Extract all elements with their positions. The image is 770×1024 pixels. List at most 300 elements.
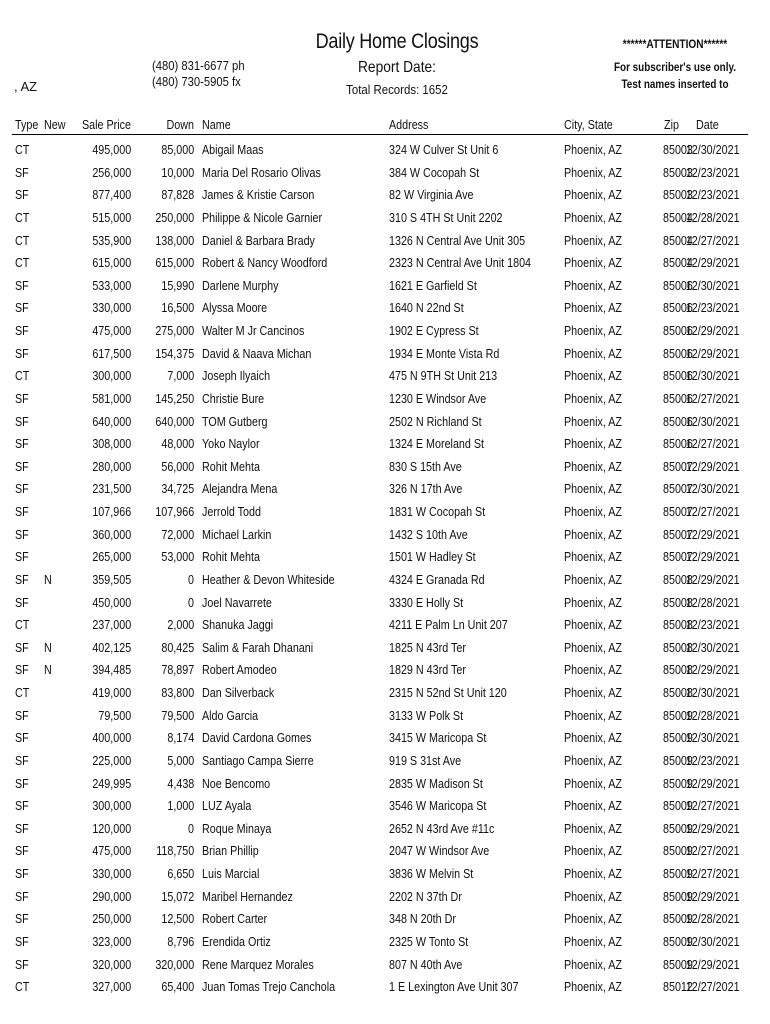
cell-date: 12/29/2021 [686,663,740,678]
cell-zip: 85003 [663,143,693,157]
column-header-address: Address [389,118,429,132]
cell-name: Darlene Murphy [202,278,279,293]
cell-sale-price: 120,000 [92,821,131,836]
cell-city-state: Phoenix, AZ [564,934,622,949]
cell-address: 1621 E Garfield St [389,278,477,293]
cell-date: 12/30/2021 [686,686,740,700]
cell-sale-price: 308,000 [92,437,131,452]
cell-name: Christie Bure [202,391,265,406]
cell-type: CT [15,686,30,700]
column-header-zip: Zip [664,118,679,132]
cell-zip: 85006 [663,437,693,452]
cell-name: James & Kristie Carson [202,188,315,203]
cell-city-state: Phoenix, AZ [564,663,622,678]
column-header-down: Down [166,118,194,132]
cell-city-state: Phoenix, AZ [564,640,622,655]
cell-address: 1934 E Monte Vista Rd [389,346,500,361]
subscriber-note: For subscriber's use only. [614,62,736,74]
cell-down: 48,000 [161,437,194,452]
table-row [0,728,770,751]
cell-type: SF [15,821,29,836]
cell-city-state: Phoenix, AZ [564,210,622,225]
cell-address: 3836 W Melvin St [389,867,474,881]
cell-city-state: Phoenix, AZ [564,256,622,271]
cell-date: 12/30/2021 [686,934,740,949]
table-row [0,841,770,864]
cell-type: SF [15,301,29,316]
cell-down: 138,000 [155,233,194,248]
table-row [0,185,770,208]
table-row [0,344,770,367]
table-row [0,955,770,978]
cell-zip: 85009 [663,753,693,768]
column-header-type: Type [15,118,39,132]
cell-address: 2315 N 52nd St Unit 120 [389,686,507,700]
cell-city-state: Phoenix, AZ [564,889,622,904]
cell-address: 324 W Culver St Unit 6 [389,143,499,157]
cell-name: LUZ Ayala [202,799,252,814]
cell-city-state: Phoenix, AZ [564,324,622,338]
cell-zip: 85009 [663,776,693,791]
cell-zip: 85009 [663,731,693,746]
cell-zip: 85003 [663,188,693,203]
cell-sale-price: 290,000 [92,889,131,904]
cell-city-state: Phoenix, AZ [564,550,622,565]
cell-down: 72,000 [161,527,194,542]
cell-sale-price: 280,000 [92,459,131,474]
cell-date: 12/30/2021 [686,278,740,293]
cell-type: CT [15,369,30,384]
cell-address: 2502 N Richland St [389,414,482,429]
cell-address: 475 N 9TH St Unit 213 [389,369,498,384]
cell-sale-price: 359,505 [92,572,131,587]
cell-name: Robert Amodeo [202,663,277,678]
cell-date: 12/29/2021 [686,324,740,338]
cell-sale-price: 225,000 [92,753,131,768]
cell-sale-price: 327,000 [92,980,131,995]
cell-sale-price: 640,000 [92,414,131,429]
column-header-sale-price: Sale Price [81,118,131,132]
cell-sale-price: 249,995 [92,776,131,791]
cell-date: 12/30/2021 [686,369,740,384]
cell-type: SF [15,753,29,768]
cell-address: 2652 N 43rd Ave #11c [389,821,495,836]
cell-date: 12/28/2021 [686,708,740,723]
cell-name: Maria Del Rosario Olivas [202,165,321,180]
cell-type: SF [15,505,29,519]
state-label: , AZ [14,79,38,94]
table-row [0,570,770,593]
cell-name: Shanuka Jaggi [202,618,274,633]
cell-address: 1501 W Hadley St [389,550,476,565]
cell-date: 12/29/2021 [686,346,740,361]
header-divider [12,134,748,135]
cell-address: 384 W Cocopah St [389,165,480,180]
cell-type: SF [15,708,29,723]
closings-table [0,140,770,1000]
cell-sale-price: 237,000 [92,618,131,633]
cell-down: 250,000 [155,210,194,225]
cell-down: 275,000 [155,324,194,338]
cell-down: 16,500 [161,301,194,316]
table-row [0,140,770,163]
cell-address: 4324 E Granada Rd [389,572,485,587]
cell-type: CT [15,143,30,157]
cell-name: Yoko Naylor [202,437,260,452]
cell-date: 12/29/2021 [686,527,740,542]
cell-zip: 85008 [663,686,693,700]
cell-down: 53,000 [161,550,194,565]
table-row [0,276,770,299]
cell-down: 0 [188,595,194,610]
cell-city-state: Phoenix, AZ [564,731,622,746]
cell-date: 12/29/2021 [686,459,740,474]
cell-sale-price: 495,000 [92,143,131,157]
cell-zip: 85004 [663,210,693,225]
cell-city-state: Phoenix, AZ [564,369,622,384]
cell-type: SF [15,799,29,814]
cell-name: Philippe & Nicole Garnier [202,210,323,225]
cell-sale-price: 533,000 [92,278,131,293]
cell-name: Michael Larkin [202,527,272,542]
cell-type: CT [15,618,30,633]
cell-zip: 85006 [663,278,693,293]
cell-down: 107,966 [155,505,194,519]
cell-type: SF [15,324,29,338]
cell-name: Rene Marquez Morales [202,957,314,972]
table-row [0,683,770,706]
cell-new: N [44,640,52,655]
cell-date: 12/30/2021 [686,731,740,746]
cell-down: 640,000 [155,414,194,429]
cell-sale-price: 265,000 [92,550,131,565]
table-row [0,593,770,616]
cell-down: 15,072 [161,889,194,904]
report-date-label: Report Date: [357,59,437,76]
cell-name: Aldo Garcia [202,708,259,723]
cell-down: 320,000 [155,957,194,972]
cell-sale-price: 250,000 [92,912,131,927]
cell-down: 0 [188,572,194,587]
cell-name: Jerrold Todd [202,505,261,519]
cell-name: Erendida Ortiz [202,934,271,949]
cell-address: 3330 E Holly St [389,595,464,610]
cell-sale-price: 330,000 [92,867,131,881]
cell-address: 2202 N 37th Dr [389,889,462,904]
cell-name: Brian Phillip [202,844,259,859]
column-header-name: Name [202,118,231,132]
cell-city-state: Phoenix, AZ [564,957,622,972]
table-row [0,163,770,186]
cell-type: SF [15,912,29,927]
table-row [0,298,770,321]
cell-down: 80,425 [161,640,194,655]
cell-type: SF [15,414,29,429]
cell-city-state: Phoenix, AZ [564,572,622,587]
cell-down: 145,250 [155,391,194,406]
cell-zip: 85008 [663,572,693,587]
cell-down: 56,000 [161,459,194,474]
table-row [0,231,770,254]
cell-down: 0 [188,821,194,836]
cell-type: SF [15,595,29,610]
cell-city-state: Phoenix, AZ [564,482,622,497]
table-row [0,253,770,276]
cell-type: CT [15,210,30,225]
cell-address: 2325 W Tonto St [389,934,469,949]
cell-date: 12/27/2021 [686,980,740,995]
cell-city-state: Phoenix, AZ [564,301,622,316]
cell-zip: 85009 [663,844,693,859]
cell-type: SF [15,889,29,904]
cell-zip: 85006 [663,324,693,338]
cell-type: SF [15,391,29,406]
cell-address: 1829 N 43rd Ter [389,663,466,678]
table-row [0,525,770,548]
cell-sale-price: 450,000 [92,595,131,610]
cell-name: Roque Minaya [202,821,272,836]
cell-type: CT [15,980,30,995]
cell-type: SF [15,550,29,565]
cell-address: 3133 W Polk St [389,708,464,723]
cell-down: 79,500 [161,708,194,723]
cell-date: 12/23/2021 [686,301,740,316]
cell-sale-price: 107,966 [92,505,131,519]
table-row [0,502,770,525]
cell-address: 82 W Virginia Ave [389,188,474,203]
cell-down: 15,990 [161,278,194,293]
cell-down: 78,897 [161,663,194,678]
cell-type: SF [15,640,29,655]
page-title: Daily Home Closings [315,30,479,53]
cell-date: 12/27/2021 [686,233,740,248]
cell-zip: 85009 [663,889,693,904]
cell-down: 7,000 [167,369,194,384]
cell-name: Heather & Devon Whiteside [202,572,335,587]
cell-name: Noe Bencomo [202,776,271,791]
cell-zip: 85003 [663,165,693,180]
cell-zip: 85007 [663,527,693,542]
cell-name: Rohit Mehta [202,459,260,474]
cell-date: 12/27/2021 [686,391,740,406]
cell-date: 12/27/2021 [686,799,740,814]
cell-type: SF [15,867,29,881]
table-row [0,321,770,344]
cell-city-state: Phoenix, AZ [564,165,622,180]
cell-sale-price: 394,485 [92,663,131,678]
cell-sale-price: 475,000 [92,844,131,859]
cell-date: 12/29/2021 [686,256,740,271]
cell-address: 1326 N Central Ave Unit 305 [389,233,526,248]
table-row [0,638,770,661]
cell-sale-price: 79,500 [98,708,131,723]
cell-down: 118,750 [155,844,194,859]
table-row [0,864,770,887]
cell-name: Walter M Jr Cancinos [202,324,305,338]
cell-city-state: Phoenix, AZ [564,188,622,203]
cell-type: SF [15,437,29,452]
cell-sale-price: 535,900 [92,233,131,248]
cell-date: 12/28/2021 [686,912,740,927]
cell-name: Abigail Maas [202,143,264,157]
cell-city-state: Phoenix, AZ [564,799,622,814]
cell-date: 12/30/2021 [686,482,740,497]
cell-date: 12/28/2021 [686,210,740,225]
table-row [0,208,770,231]
table-header [0,118,770,134]
cell-zip: 85006 [663,369,693,384]
cell-city-state: Phoenix, AZ [564,821,622,836]
cell-date: 12/30/2021 [686,640,740,655]
cell-zip: 85007 [663,459,693,474]
cell-zip: 85012 [663,980,693,995]
cell-address: 1902 E Cypress St [389,324,479,338]
table-row [0,389,770,412]
cell-address: 807 N 40th Ave [389,957,463,972]
phone-number: (480) 831-6677 ph [152,59,245,73]
cell-address: 830 S 15th Ave [389,459,462,474]
cell-down: 12,500 [161,912,194,927]
cell-name: Juan Tomas Trejo Canchola [202,980,336,995]
cell-type: SF [15,776,29,791]
cell-sale-price: 402,125 [92,640,131,655]
cell-sale-price: 475,000 [92,324,131,338]
cell-zip: 85009 [663,867,693,881]
cell-zip: 85008 [663,663,693,678]
cell-down: 2,000 [167,618,194,633]
cell-address: 2047 W Windsor Ave [389,844,490,859]
table-row [0,819,770,842]
cell-zip: 85009 [663,799,693,814]
cell-address: 1640 N 22nd St [389,301,464,316]
cell-sale-price: 400,000 [92,731,131,746]
cell-zip: 85009 [663,708,693,723]
cell-zip: 85007 [663,505,693,519]
table-row [0,706,770,729]
cell-zip: 85009 [663,821,693,836]
cell-city-state: Phoenix, AZ [564,753,622,768]
cell-date: 12/29/2021 [686,957,740,972]
cell-sale-price: 615,000 [92,256,131,271]
cell-city-state: Phoenix, AZ [564,776,622,791]
cell-zip: 85006 [663,301,693,316]
cell-address: 2323 N Central Ave Unit 1804 [389,256,532,271]
cell-date: 12/29/2021 [686,572,740,587]
cell-name: Robert Carter [202,912,268,927]
cell-sale-price: 617,500 [92,346,131,361]
cell-zip: 85009 [663,957,693,972]
cell-zip: 85006 [663,391,693,406]
cell-type: SF [15,731,29,746]
cell-date: 12/27/2021 [686,437,740,452]
cell-zip: 85008 [663,595,693,610]
cell-type: SF [15,188,29,203]
cell-name: Robert & Nancy Woodford [202,256,328,271]
cell-type: SF [15,572,29,587]
cell-name: TOM Gutberg [202,414,268,429]
cell-date: 12/23/2021 [686,188,740,203]
cell-city-state: Phoenix, AZ [564,527,622,542]
cell-date: 12/23/2021 [686,165,740,180]
cell-sale-price: 320,000 [92,957,131,972]
cell-address: 1825 N 43rd Ter [389,640,466,655]
cell-sale-price: 231,500 [92,482,131,497]
cell-down: 4,438 [167,776,194,791]
column-header-new: New [44,118,66,132]
cell-zip: 85004 [663,233,693,248]
cell-zip: 85004 [663,256,693,271]
cell-down: 1,000 [167,799,194,814]
cell-address: 326 N 17th Ave [389,482,463,497]
table-row [0,751,770,774]
table-row [0,434,770,457]
table-row [0,615,770,638]
cell-down: 10,000 [161,165,194,180]
cell-down: 87,828 [161,188,194,203]
cell-type: SF [15,482,29,497]
cell-city-state: Phoenix, AZ [564,278,622,293]
cell-city-state: Phoenix, AZ [564,233,622,248]
cell-date: 12/29/2021 [686,550,740,565]
cell-sale-price: 581,000 [92,391,131,406]
cell-address: 2835 W Madison St [389,776,483,791]
test-names-note: Test names inserted to [621,79,729,91]
cell-date: 12/27/2021 [686,844,740,859]
cell-down: 154,375 [155,346,194,361]
cell-name: Santiago Campa Sierre [202,753,314,768]
contact-block [152,58,245,90]
cell-name: David & Naava Michan [202,346,312,361]
column-header-date: Date [696,118,719,132]
cell-type: SF [15,165,29,180]
cell-address: 1230 E Windsor Ave [389,391,487,406]
cell-zip: 85007 [663,550,693,565]
cell-city-state: Phoenix, AZ [564,346,622,361]
cell-type: SF [15,278,29,293]
cell-date: 12/23/2021 [686,753,740,768]
cell-date: 12/30/2021 [686,414,740,429]
cell-zip: 85008 [663,618,693,633]
cell-zip: 85006 [663,346,693,361]
cell-type: SF [15,957,29,972]
cell-address: 919 S 31st Ave [389,753,462,768]
cell-address: 1324 E Moreland St [389,437,485,452]
cell-type: SF [15,459,29,474]
cell-down: 34,725 [161,482,194,497]
cell-name: Luis Marcial [202,867,260,881]
cell-name: David Cardona Gomes [202,731,312,746]
cell-name: Rohit Mehta [202,550,260,565]
cell-sale-price: 323,000 [92,934,131,949]
cell-zip: 85007 [663,482,693,497]
cell-type: SF [15,527,29,542]
cell-address: 4211 E Palm Ln Unit 207 [389,618,508,633]
cell-city-state: Phoenix, AZ [564,912,622,927]
cell-type: SF [15,934,29,949]
table-row [0,660,770,683]
cell-address: 310 S 4TH St Unit 2202 [389,210,503,225]
cell-sale-price: 515,000 [92,210,131,225]
table-row [0,932,770,955]
cell-down: 65,400 [161,980,194,995]
cell-date: 12/29/2021 [686,889,740,904]
cell-sale-price: 877,400 [92,188,131,203]
cell-address: 1831 W Cocopah St [389,505,486,519]
cell-type: SF [15,346,29,361]
cell-type: CT [15,233,30,248]
table-row [0,412,770,435]
cell-sale-price: 330,000 [92,301,131,316]
